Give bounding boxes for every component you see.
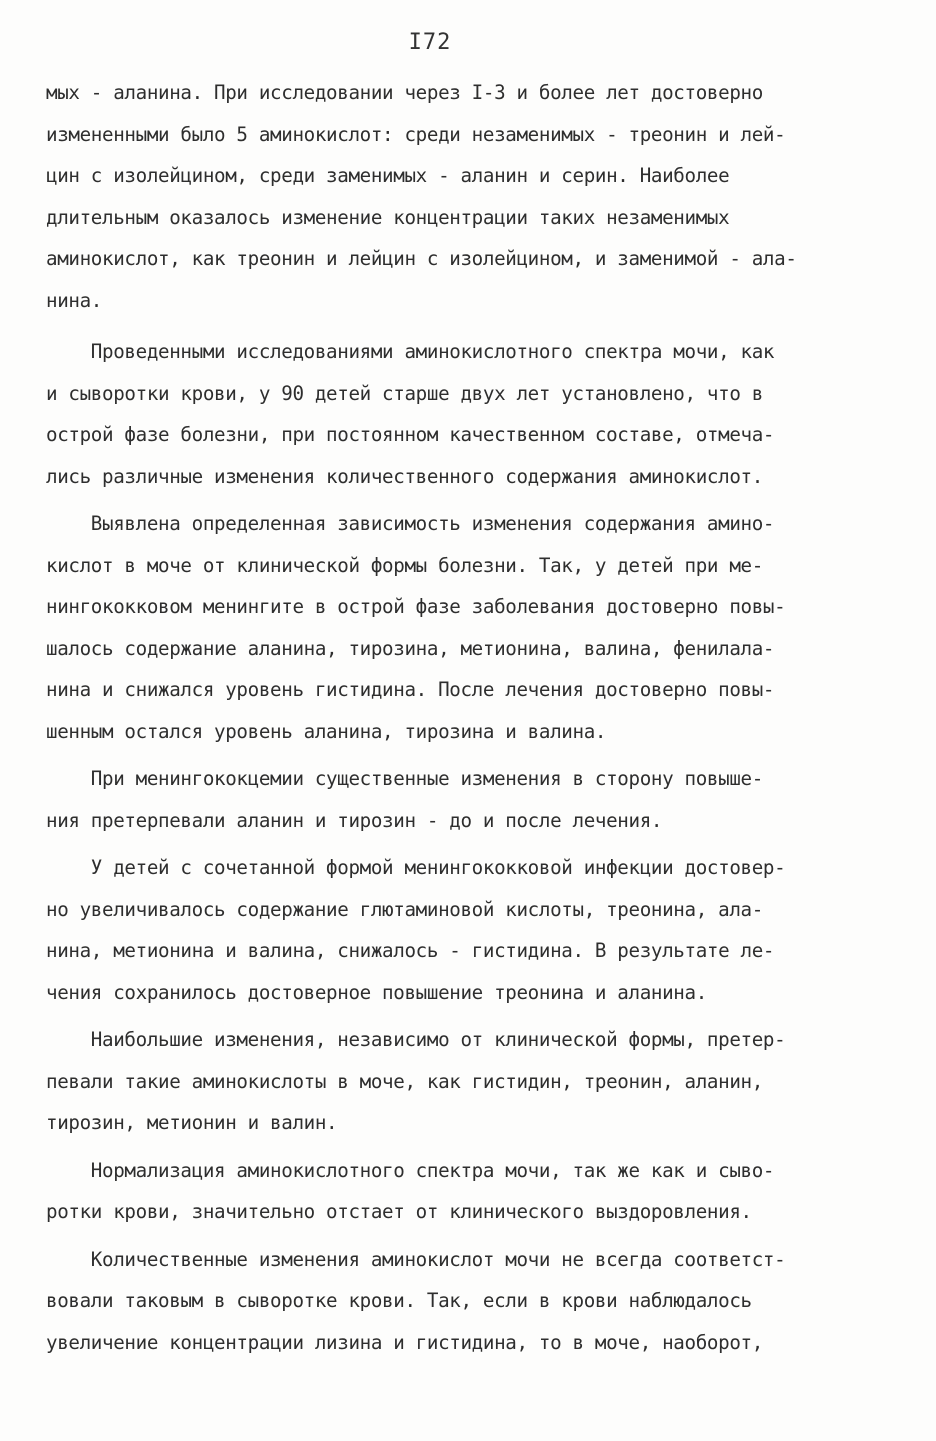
text-line: нингококковом менингите в острой фазе заболевания достоверно повы- xyxy=(46,595,786,618)
text-line: Проведенными исследованиями аминокислотного спектра мочи, как xyxy=(46,340,775,363)
text-line: нина, метионина и валина, снижалось - гистидина. В результате ле- xyxy=(46,939,775,962)
text-line: При менингококцемии существенные изменения в сторону повыше- xyxy=(46,767,763,790)
text-line: чения сохранилось достоверное повышение треонина и аланина. xyxy=(46,980,707,1004)
text-line: измененными было 5 аминокислот: среди незаменимых - треонин и лей- xyxy=(46,122,786,146)
page-number: I72 xyxy=(408,30,452,55)
paragraph-5 xyxy=(46,847,896,1013)
paragraph-4 xyxy=(46,758,896,841)
text-line: аминокислот, как треонин и лейцин с изолейцином, и заменимой - ала- xyxy=(46,247,797,270)
text-line: Наибольшие изменения, независимо от клинической формы, претер- xyxy=(46,1028,786,1051)
text-line: Нормализация аминокислотного спектра мочи, так же как и сыво- xyxy=(46,1158,775,1182)
text-line: Выявлена определенная зависимость изменения содержания амино- xyxy=(46,512,775,535)
body-text xyxy=(46,72,896,1369)
text-line: увеличение концентрации лизина и гистидина, то в моче, наоборот, xyxy=(46,1330,763,1354)
text-line: и сыворотки крови, у 90 детей старше двух лет установлено, что в xyxy=(46,381,763,405)
text-line: кислот в моче от клинической формы болезни. Так, у детей при ме- xyxy=(46,553,763,577)
paragraph-8 xyxy=(46,1239,896,1364)
text-line: длительным оказалось изменение концентрации таких незаменимых xyxy=(46,205,730,229)
paragraph-3 xyxy=(46,503,896,752)
text-line: нина. xyxy=(46,288,103,312)
paragraph-1 xyxy=(46,72,896,321)
text-line: ротки крови, значительно отстает от клинического выздоровления. xyxy=(46,1200,752,1223)
text-line: вовали таковым в сыворотке крови. Так, если в крови наблюдалось xyxy=(46,1289,752,1312)
text-line: лись различные изменения количественного содержания аминокислот. xyxy=(46,464,763,488)
text-line: но увеличивалось содержание глютаминовой кислоты, треонина, ала- xyxy=(46,897,763,921)
text-line: певали такие аминокислоты в моче, как гистидин, треонин, аланин, xyxy=(46,1069,763,1093)
text-line: цин с изолейцином, среди заменимых - аланин и серин. Наиболее xyxy=(46,164,730,187)
text-line: Количественные изменения аминокислот мочи не всегда соответст- xyxy=(46,1247,786,1271)
paragraph-6 xyxy=(46,1019,896,1144)
paragraph-2 xyxy=(46,331,896,497)
text-line: шалось содержание аланина, тирозина, метионина, валина, фенилала- xyxy=(46,636,775,660)
text-line: У детей с сочетанной формой менингококковой инфекции достовер- xyxy=(46,856,786,879)
text-line: тирозин, метионин и валин. xyxy=(46,1111,338,1134)
text-line: ния претерпевали аланин и тирозин - до и после лечения. xyxy=(46,808,663,832)
text-line: мых - аланина. При исследовании через I-3 и более лет достоверно xyxy=(46,81,763,104)
text-line: нина и снижался уровень гистидина. После лечения достоверно повы- xyxy=(46,678,775,701)
paragraph-7 xyxy=(46,1150,896,1233)
text-line: шенным остался уровень аланина, тирозина и валина. xyxy=(46,719,607,743)
text-line: острой фазе болезни, при постоянном качественном составе, отмеча- xyxy=(46,423,775,446)
